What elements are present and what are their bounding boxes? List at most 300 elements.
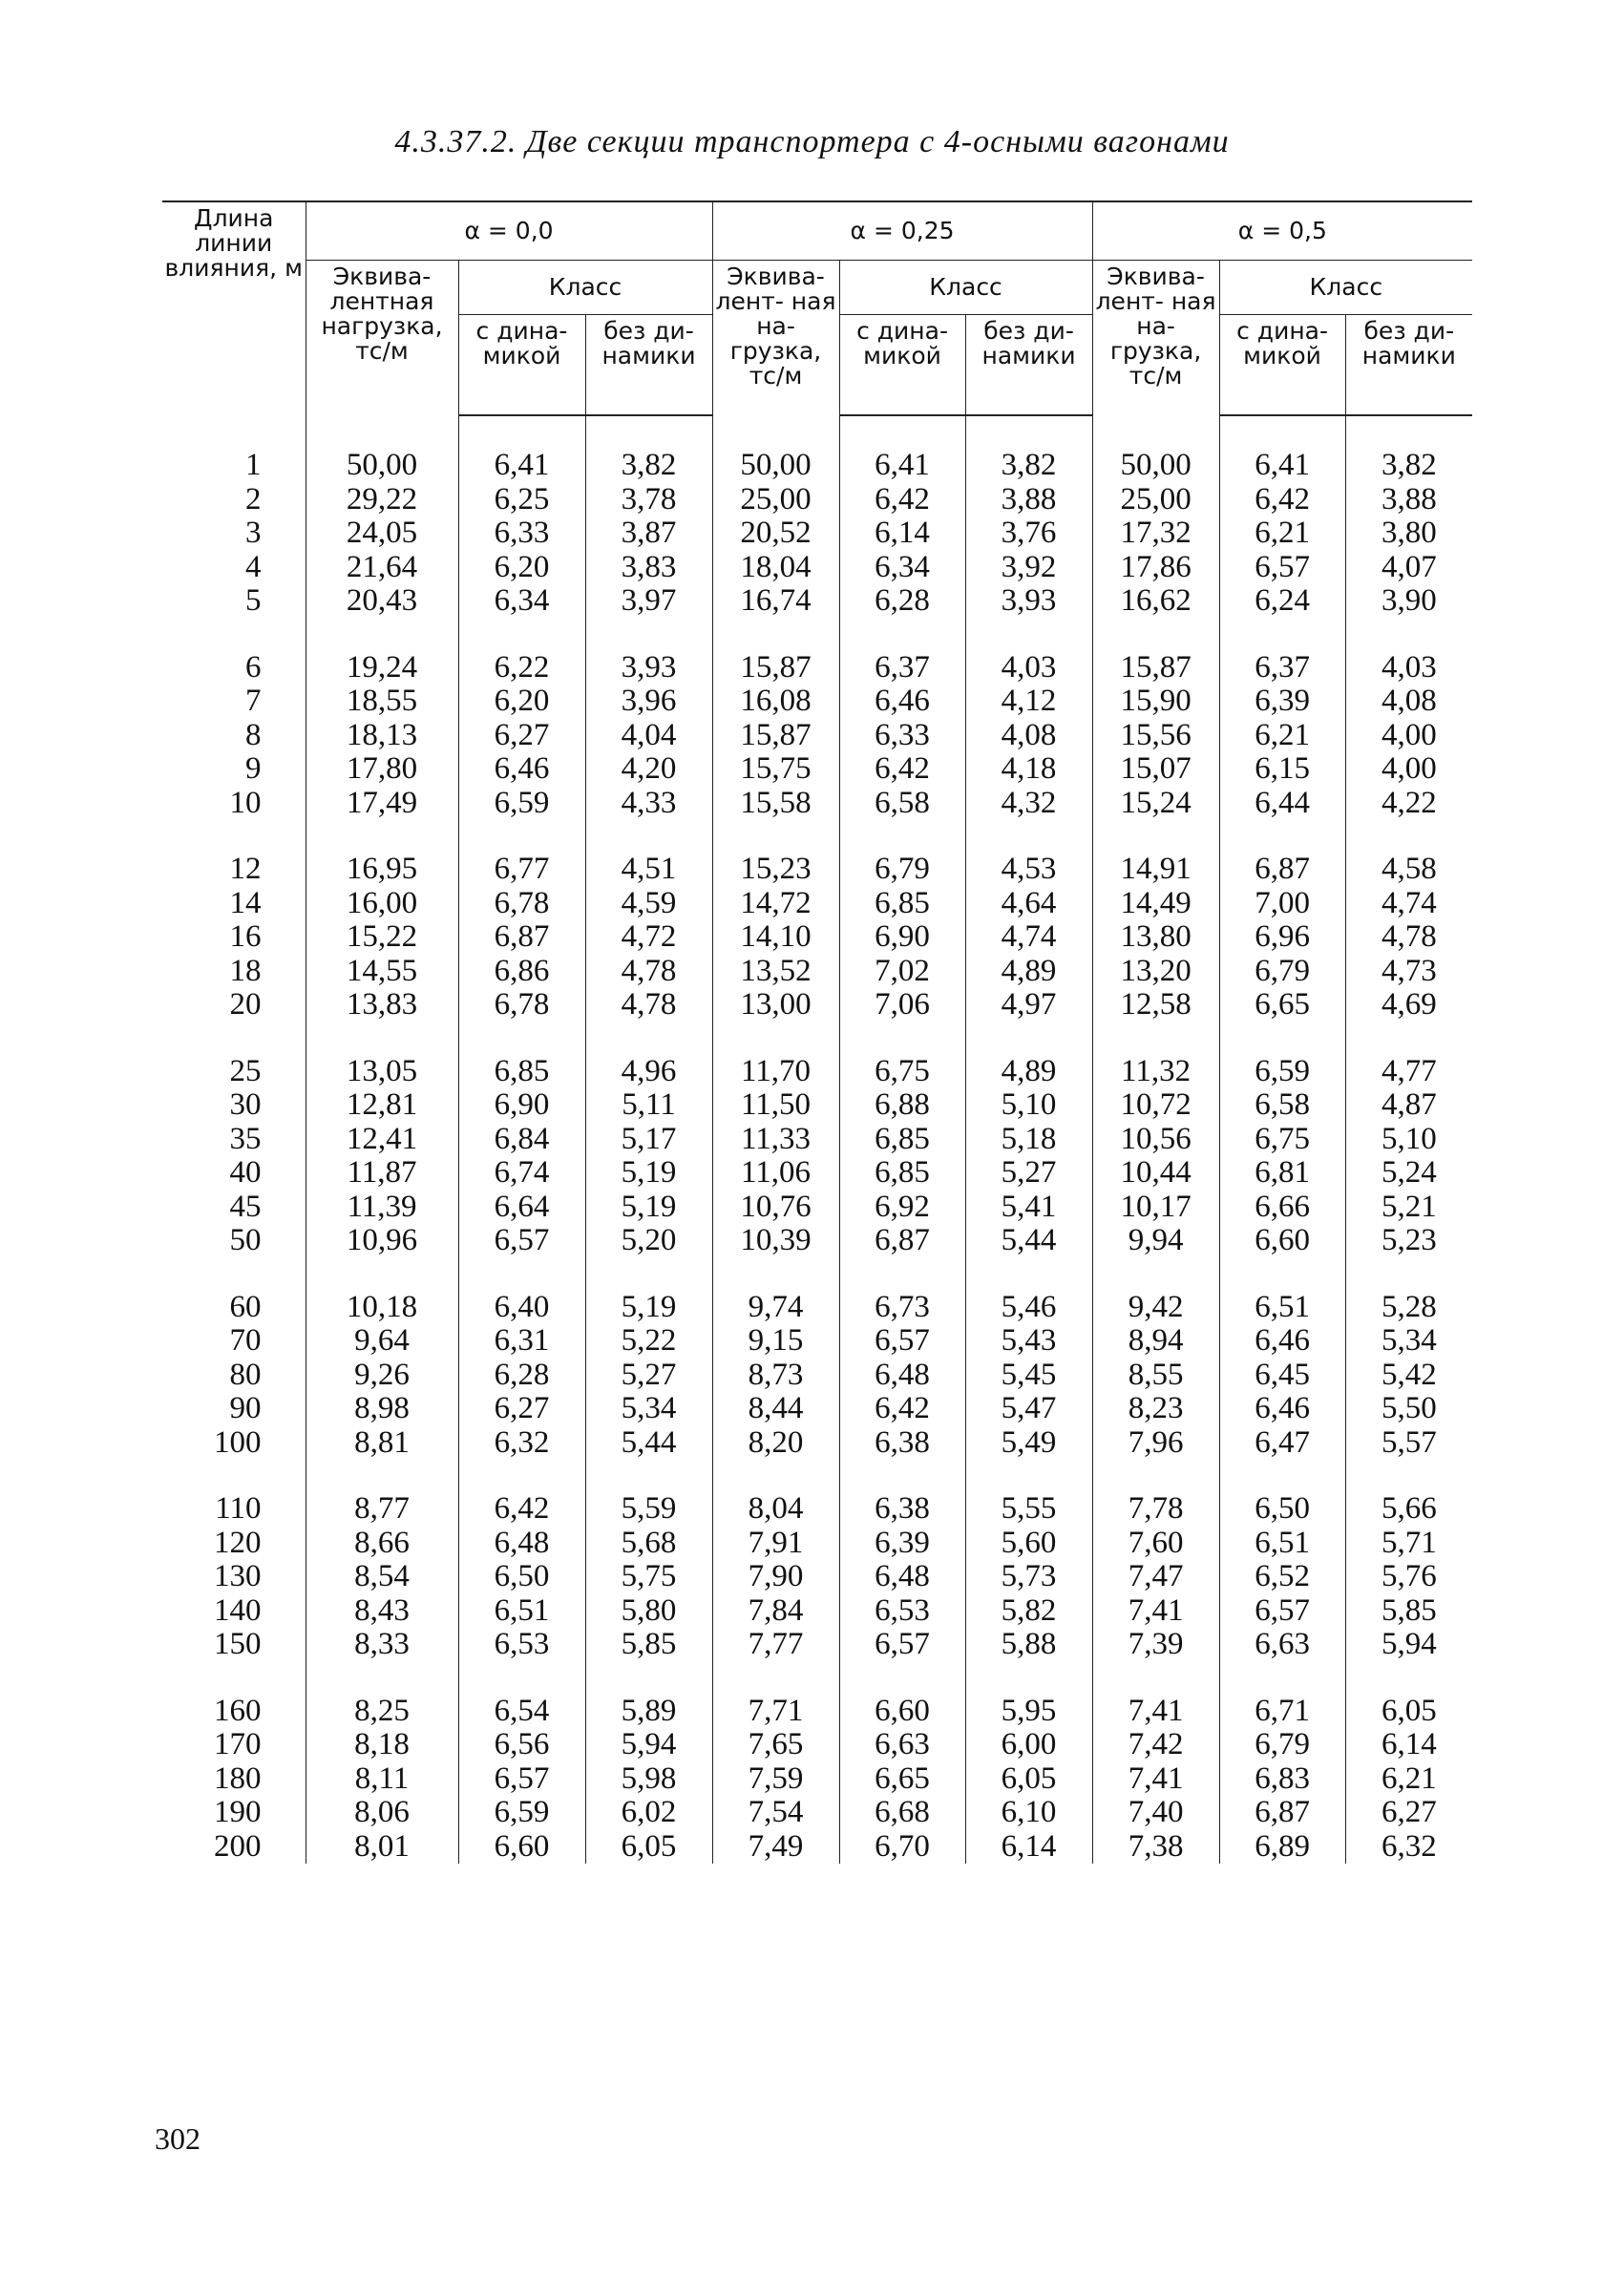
cell-without-dyn-025: 5,88 [965, 1628, 1092, 1662]
cell-equiv-025: 7,65 [712, 1728, 839, 1762]
spacer-cell [162, 1258, 306, 1291]
cell-without-dyn-025: 5,18 [965, 1123, 1092, 1157]
cell-without-dyn-0: 5,20 [585, 1224, 712, 1258]
cell-equiv-05: 8,94 [1092, 1324, 1219, 1359]
cell-equiv-0: 14,55 [306, 955, 458, 989]
cell-with-dyn-05: 7,00 [1219, 887, 1345, 921]
cell-with-dyn-0: 6,77 [458, 853, 585, 887]
cell-with-dyn-0: 6,78 [458, 887, 585, 921]
cell-equiv-025: 9,74 [712, 1291, 839, 1325]
cell-without-dyn-0: 3,82 [585, 415, 712, 483]
cell-with-dyn-0: 6,87 [458, 920, 585, 955]
cell-without-dyn-025: 6,05 [965, 1762, 1092, 1797]
cell-equiv-025: 7,59 [712, 1762, 839, 1797]
cell-with-dyn-025: 6,42 [839, 752, 965, 787]
cell-with-dyn-05: 6,58 [1219, 1088, 1345, 1123]
cell-without-dyn-05: 4,78 [1345, 920, 1472, 955]
cell-without-dyn-05: 4,77 [1345, 1055, 1472, 1089]
cell-equiv-0: 8,01 [306, 1830, 458, 1865]
cell-with-dyn-025: 6,38 [839, 1492, 965, 1527]
cell-without-dyn-0: 5,34 [585, 1392, 712, 1426]
cell-equiv-0: 10,96 [306, 1224, 458, 1258]
spacer-cell [162, 1460, 306, 1492]
cell-without-dyn-0: 4,72 [585, 920, 712, 955]
cell-equiv-025: 13,00 [712, 988, 839, 1023]
cell-with-dyn-0: 6,46 [458, 752, 585, 787]
cell-equiv-025: 7,54 [712, 1796, 839, 1830]
spacer-cell [306, 619, 458, 651]
cell-with-dyn-0: 6,57 [458, 1224, 585, 1258]
cell-without-dyn-025: 4,18 [965, 752, 1092, 787]
spacer-cell [839, 1460, 965, 1492]
table-row [162, 1324, 1472, 1359]
cell-without-dyn-025: 5,60 [965, 1527, 1092, 1561]
cell-equiv-025: 7,77 [712, 1628, 839, 1662]
cell-without-dyn-025: 5,47 [965, 1392, 1092, 1426]
cell-with-dyn-05: 6,65 [1219, 988, 1345, 1023]
cell-equiv-05: 15,87 [1092, 651, 1219, 685]
cell-without-dyn-025: 4,97 [965, 988, 1092, 1023]
table-row [162, 1762, 1472, 1797]
spacer-cell [1219, 1662, 1345, 1695]
cell-with-dyn-025: 6,75 [839, 1055, 965, 1089]
table-row [162, 1695, 1472, 1729]
cell-with-dyn-025: 6,46 [839, 685, 965, 719]
table-row [162, 853, 1472, 887]
cell-with-dyn-0: 6,50 [458, 1560, 585, 1594]
cell-length: 16 [229, 919, 262, 954]
cell-without-dyn-025: 4,89 [965, 1055, 1092, 1089]
cell-without-dyn-05: 5,42 [1345, 1359, 1472, 1393]
cell-without-dyn-05: 4,87 [1345, 1088, 1472, 1123]
table-row [162, 887, 1472, 921]
group-spacer [162, 619, 1472, 651]
header-equivalent-05: Эквива- лент- ная на- грузка, тс/м [1092, 261, 1219, 416]
cell-equiv-05: 8,55 [1092, 1359, 1219, 1393]
data-table-container [162, 200, 1472, 1864]
cell-equiv-05: 7,41 [1092, 1762, 1219, 1797]
cell-with-dyn-0: 6,27 [458, 719, 585, 753]
cell-with-dyn-025: 6,34 [839, 551, 965, 585]
cell-with-dyn-0: 6,48 [458, 1527, 585, 1561]
spacer-cell [839, 1023, 965, 1055]
cell-with-dyn-025: 6,42 [839, 1392, 965, 1426]
group-spacer [162, 1023, 1472, 1055]
cell-equiv-025: 9,15 [712, 1324, 839, 1359]
spacer-cell [839, 619, 965, 651]
spacer-cell [712, 1023, 839, 1055]
cell-without-dyn-05: 5,94 [1345, 1628, 1472, 1662]
cell-length: 150 [214, 1627, 262, 1661]
cell-with-dyn-0: 6,22 [458, 651, 585, 685]
cell-equiv-025: 8,20 [712, 1426, 839, 1461]
cell-equiv-05: 8,23 [1092, 1392, 1219, 1426]
cell-with-dyn-05: 6,59 [1219, 1055, 1345, 1089]
cell-length: 7 [245, 684, 262, 718]
cell-equiv-0: 17,49 [306, 787, 458, 821]
cell-without-dyn-0: 5,19 [585, 1156, 712, 1191]
cell-length: 140 [214, 1592, 262, 1628]
cell-equiv-05: 9,42 [1092, 1291, 1219, 1325]
cell-with-dyn-05: 6,46 [1219, 1392, 1345, 1426]
group-spacer [162, 820, 1472, 853]
cell-without-dyn-0: 5,80 [585, 1594, 712, 1629]
cell-with-dyn-05: 6,96 [1219, 920, 1345, 955]
cell-without-dyn-025: 4,03 [965, 651, 1092, 685]
cell-equiv-0: 15,22 [306, 920, 458, 955]
cell-equiv-0: 17,80 [306, 752, 458, 787]
cell-length: 100 [214, 1424, 262, 1460]
cell-equiv-05: 17,32 [1092, 517, 1219, 551]
cell-equiv-0: 18,55 [306, 685, 458, 719]
cell-with-dyn-05: 6,83 [1219, 1762, 1345, 1797]
cell-without-dyn-0: 5,19 [585, 1291, 712, 1325]
cell-equiv-025: 11,06 [712, 1156, 839, 1191]
cell-without-dyn-025: 5,82 [965, 1594, 1092, 1629]
cell-with-dyn-0: 6,25 [458, 483, 585, 517]
page-number: 302 [155, 2121, 200, 2156]
cell-equiv-05: 7,40 [1092, 1796, 1219, 1830]
cell-equiv-0: 8,77 [306, 1492, 458, 1527]
spacer-cell [1345, 1258, 1472, 1291]
spacer-cell [839, 1662, 965, 1695]
cell-length: 60 [229, 1289, 262, 1324]
table-row [162, 1392, 1472, 1426]
cell-equiv-0: 8,11 [306, 1762, 458, 1797]
cell-without-dyn-0: 3,83 [585, 551, 712, 585]
table-row [162, 1088, 1472, 1123]
cell-equiv-025: 8,44 [712, 1392, 839, 1426]
header-with-dyn-025: с дина- микой [839, 315, 965, 416]
table-row [162, 685, 1472, 719]
cell-without-dyn-0: 6,02 [585, 1796, 712, 1830]
header-class-05: Класс [1219, 261, 1472, 315]
cell-without-dyn-025: 3,76 [965, 517, 1092, 551]
cell-without-dyn-025: 5,43 [965, 1324, 1092, 1359]
cell-without-dyn-025: 4,08 [965, 719, 1092, 753]
cell-with-dyn-0: 6,20 [458, 685, 585, 719]
table-row [162, 517, 1472, 551]
cell-equiv-0: 8,66 [306, 1527, 458, 1561]
cell-with-dyn-0: 6,27 [458, 1392, 585, 1426]
cell-without-dyn-0: 5,85 [585, 1628, 712, 1662]
cell-without-dyn-05: 5,66 [1345, 1492, 1472, 1527]
cell-without-dyn-025: 6,10 [965, 1796, 1092, 1830]
cell-with-dyn-05: 6,89 [1219, 1830, 1345, 1865]
table-row [162, 787, 1472, 821]
spacer-cell [458, 1258, 585, 1291]
table-row [162, 1224, 1472, 1258]
cell-without-dyn-025: 3,93 [965, 584, 1092, 619]
table-row [162, 752, 1472, 787]
cell-without-dyn-05: 5,10 [1345, 1123, 1472, 1157]
cell-equiv-05: 7,47 [1092, 1560, 1219, 1594]
cell-without-dyn-05: 3,80 [1345, 517, 1472, 551]
cell-without-dyn-025: 5,73 [965, 1560, 1092, 1594]
cell-with-dyn-0: 6,57 [458, 1762, 585, 1797]
cell-equiv-025: 15,23 [712, 853, 839, 887]
cell-with-dyn-025: 7,06 [839, 988, 965, 1023]
cell-without-dyn-025: 5,27 [965, 1156, 1092, 1191]
cell-with-dyn-0: 6,59 [458, 787, 585, 821]
cell-with-dyn-025: 6,57 [839, 1324, 965, 1359]
cell-without-dyn-05: 6,05 [1345, 1695, 1472, 1729]
cell-with-dyn-0: 6,60 [458, 1830, 585, 1865]
cell-with-dyn-0: 6,53 [458, 1628, 585, 1662]
header-without-dyn-025: без ди- намики [965, 315, 1092, 416]
cell-with-dyn-0: 6,51 [458, 1594, 585, 1629]
table-row [162, 584, 1472, 619]
cell-equiv-05: 7,39 [1092, 1628, 1219, 1662]
cell-without-dyn-05: 4,73 [1345, 955, 1472, 989]
table-row [162, 1123, 1472, 1157]
cell-equiv-025: 25,00 [712, 483, 839, 517]
header-alpha-0: α = 0,0 [306, 201, 712, 261]
cell-equiv-025: 11,33 [712, 1123, 839, 1157]
table-row [162, 651, 1472, 685]
cell-without-dyn-0: 4,96 [585, 1055, 712, 1089]
table-row [162, 551, 1472, 585]
table-row [162, 1156, 1472, 1191]
spacer-cell [458, 1460, 585, 1492]
cell-with-dyn-025: 6,53 [839, 1594, 965, 1629]
cell-without-dyn-05: 4,58 [1345, 853, 1472, 887]
cell-with-dyn-05: 6,63 [1219, 1628, 1345, 1662]
cell-equiv-0: 24,05 [306, 517, 458, 551]
cell-equiv-05: 10,56 [1092, 1123, 1219, 1157]
cell-without-dyn-025: 4,89 [965, 955, 1092, 989]
header-length: Длина линии влияния, м [162, 201, 306, 415]
cell-without-dyn-0: 4,59 [585, 887, 712, 921]
cell-without-dyn-05: 4,07 [1345, 551, 1472, 585]
cell-with-dyn-025: 6,58 [839, 787, 965, 821]
spacer-cell [306, 1258, 458, 1291]
cell-with-dyn-0: 6,42 [458, 1492, 585, 1527]
cell-without-dyn-05: 6,27 [1345, 1796, 1472, 1830]
table-row [162, 988, 1472, 1023]
cell-without-dyn-05: 5,23 [1345, 1224, 1472, 1258]
cell-equiv-0: 8,54 [306, 1560, 458, 1594]
cell-equiv-0: 8,33 [306, 1628, 458, 1662]
cell-length: 18 [229, 953, 262, 988]
cell-equiv-0: 18,13 [306, 719, 458, 753]
cell-with-dyn-0: 6,59 [458, 1796, 585, 1830]
cell-without-dyn-05: 5,57 [1345, 1426, 1472, 1461]
table-body [162, 415, 1472, 1864]
header-without-dyn-0: без ди- намики [585, 315, 712, 416]
cell-without-dyn-05: 4,00 [1345, 719, 1472, 753]
cell-equiv-025: 7,49 [712, 1830, 839, 1865]
cell-with-dyn-05: 6,47 [1219, 1426, 1345, 1461]
cell-length: 70 [229, 1323, 262, 1358]
spacer-cell [712, 1460, 839, 1492]
cell-equiv-0: 13,83 [306, 988, 458, 1023]
cell-with-dyn-0: 6,74 [458, 1156, 585, 1191]
cell-without-dyn-025: 4,12 [965, 685, 1092, 719]
cell-length: 14 [229, 885, 262, 920]
spacer-cell [162, 619, 306, 651]
cell-without-dyn-0: 4,33 [585, 787, 712, 821]
table-row [162, 1628, 1472, 1662]
spacer-cell [458, 1023, 585, 1055]
cell-without-dyn-025: 5,44 [965, 1224, 1092, 1258]
cell-length: 35 [229, 1121, 262, 1156]
spacer-cell [1092, 1662, 1219, 1695]
cell-equiv-0: 12,41 [306, 1123, 458, 1157]
cell-with-dyn-025: 6,33 [839, 719, 965, 753]
header-alpha-05: α = 0,5 [1092, 201, 1472, 261]
cell-with-dyn-025: 6,65 [839, 1762, 965, 1797]
cell-equiv-025: 20,52 [712, 517, 839, 551]
cell-without-dyn-025: 5,10 [965, 1088, 1092, 1123]
cell-without-dyn-05: 5,76 [1345, 1560, 1472, 1594]
cell-equiv-025: 15,87 [712, 719, 839, 753]
cell-length: 160 [214, 1693, 262, 1728]
cell-without-dyn-025: 3,92 [965, 551, 1092, 585]
cell-equiv-0: 16,95 [306, 853, 458, 887]
cell-equiv-0: 21,64 [306, 551, 458, 585]
cell-without-dyn-0: 4,20 [585, 752, 712, 787]
cell-without-dyn-05: 5,85 [1345, 1594, 1472, 1629]
header-class-025: Класс [839, 261, 1092, 315]
spacer-cell [1219, 820, 1345, 853]
cell-equiv-0: 11,87 [306, 1156, 458, 1191]
cell-with-dyn-025: 6,63 [839, 1728, 965, 1762]
table-row [162, 955, 1472, 989]
cell-without-dyn-0: 4,78 [585, 955, 712, 989]
spacer-cell [1219, 1258, 1345, 1291]
cell-without-dyn-05: 5,50 [1345, 1392, 1472, 1426]
cell-equiv-025: 14,72 [712, 887, 839, 921]
cell-with-dyn-05: 6,21 [1219, 517, 1345, 551]
cell-equiv-05: 7,60 [1092, 1527, 1219, 1561]
cell-without-dyn-025: 6,00 [965, 1728, 1092, 1762]
spacer-cell [1092, 619, 1219, 651]
spacer-cell [585, 619, 712, 651]
cell-equiv-025: 16,08 [712, 685, 839, 719]
cell-with-dyn-05: 6,87 [1219, 1796, 1345, 1830]
cell-equiv-05: 7,41 [1092, 1594, 1219, 1629]
cell-with-dyn-05: 6,79 [1219, 955, 1345, 989]
spacer-cell [585, 1023, 712, 1055]
table-row [162, 415, 1472, 483]
cell-equiv-0: 8,25 [306, 1695, 458, 1729]
spacer-cell [965, 1460, 1092, 1492]
spacer-cell [965, 820, 1092, 853]
spacer-cell [1345, 619, 1472, 651]
spacer-cell [712, 1662, 839, 1695]
cell-length: 6 [245, 649, 262, 685]
cell-without-dyn-05: 6,14 [1345, 1728, 1472, 1762]
cell-without-dyn-0: 5,89 [585, 1695, 712, 1729]
cell-equiv-0: 8,43 [306, 1594, 458, 1629]
spacer-cell [712, 820, 839, 853]
cell-with-dyn-025: 6,85 [839, 887, 965, 921]
cell-length: 10 [229, 785, 262, 820]
cell-without-dyn-0: 5,94 [585, 1728, 712, 1762]
cell-without-dyn-05: 3,88 [1345, 483, 1472, 517]
cell-length: 25 [229, 1053, 262, 1088]
cell-length: 45 [229, 1189, 262, 1224]
group-spacer [162, 1662, 1472, 1695]
cell-without-dyn-05: 4,74 [1345, 887, 1472, 921]
spacer-cell [1092, 820, 1219, 853]
cell-equiv-05: 15,56 [1092, 719, 1219, 753]
cell-with-dyn-05: 6,66 [1219, 1191, 1345, 1225]
cell-with-dyn-0: 6,41 [458, 415, 585, 483]
cell-equiv-0: 9,26 [306, 1359, 458, 1393]
cell-without-dyn-0: 6,05 [585, 1830, 712, 1865]
cell-equiv-025: 14,10 [712, 920, 839, 955]
spacer-cell [306, 1662, 458, 1695]
cell-with-dyn-025: 6,48 [839, 1359, 965, 1393]
cell-equiv-05: 10,44 [1092, 1156, 1219, 1191]
cell-length: 50 [229, 1223, 262, 1257]
cell-with-dyn-0: 6,56 [458, 1728, 585, 1762]
cell-length: 170 [214, 1727, 262, 1761]
table-row [162, 1830, 1472, 1865]
cell-without-dyn-025: 6,14 [965, 1830, 1092, 1865]
cell-with-dyn-05: 6,51 [1219, 1527, 1345, 1561]
table-row [162, 920, 1472, 955]
cell-equiv-05: 14,49 [1092, 887, 1219, 921]
cell-without-dyn-05: 4,03 [1345, 651, 1472, 685]
cell-without-dyn-05: 4,08 [1345, 685, 1472, 719]
cell-without-dyn-0: 5,17 [585, 1123, 712, 1157]
spacer-cell [965, 1662, 1092, 1695]
cell-equiv-0: 20,43 [306, 584, 458, 619]
header-with-dyn-05: с дина- микой [1219, 315, 1345, 416]
table-header [162, 201, 1472, 415]
cell-without-dyn-0: 5,27 [585, 1359, 712, 1393]
table-row [162, 1527, 1472, 1561]
cell-without-dyn-05: 4,00 [1345, 752, 1472, 787]
cell-equiv-0: 10,18 [306, 1291, 458, 1325]
cell-without-dyn-0: 5,75 [585, 1560, 712, 1594]
cell-equiv-0: 50,00 [306, 415, 458, 483]
cell-equiv-05: 16,62 [1092, 584, 1219, 619]
cell-equiv-025: 7,90 [712, 1560, 839, 1594]
cell-without-dyn-05: 4,22 [1345, 787, 1472, 821]
cell-with-dyn-05: 6,81 [1219, 1156, 1345, 1191]
spacer-cell [1092, 1023, 1219, 1055]
cell-without-dyn-0: 3,96 [585, 685, 712, 719]
cell-without-dyn-0: 5,11 [585, 1088, 712, 1123]
table-row [162, 1728, 1472, 1762]
cell-equiv-05: 14,91 [1092, 853, 1219, 887]
table-row [162, 719, 1472, 753]
cell-equiv-05: 10,72 [1092, 1088, 1219, 1123]
cell-equiv-05: 15,90 [1092, 685, 1219, 719]
spacer-cell [965, 1258, 1092, 1291]
cell-with-dyn-0: 6,86 [458, 955, 585, 989]
table-row [162, 1055, 1472, 1089]
cell-without-dyn-0: 4,04 [585, 719, 712, 753]
spacer-cell [839, 1258, 965, 1291]
group-spacer [162, 1258, 1472, 1291]
cell-without-dyn-025: 3,88 [965, 483, 1092, 517]
table-row [162, 1359, 1472, 1393]
spacer-cell [306, 1023, 458, 1055]
cell-with-dyn-05: 6,39 [1219, 685, 1345, 719]
table-row [162, 1492, 1472, 1527]
cell-equiv-0: 11,39 [306, 1191, 458, 1225]
cell-with-dyn-05: 6,15 [1219, 752, 1345, 787]
cell-length: 130 [214, 1559, 262, 1593]
cell-without-dyn-05: 5,21 [1345, 1191, 1472, 1225]
cell-equiv-05: 7,41 [1092, 1695, 1219, 1729]
cell-without-dyn-0: 5,68 [585, 1527, 712, 1561]
